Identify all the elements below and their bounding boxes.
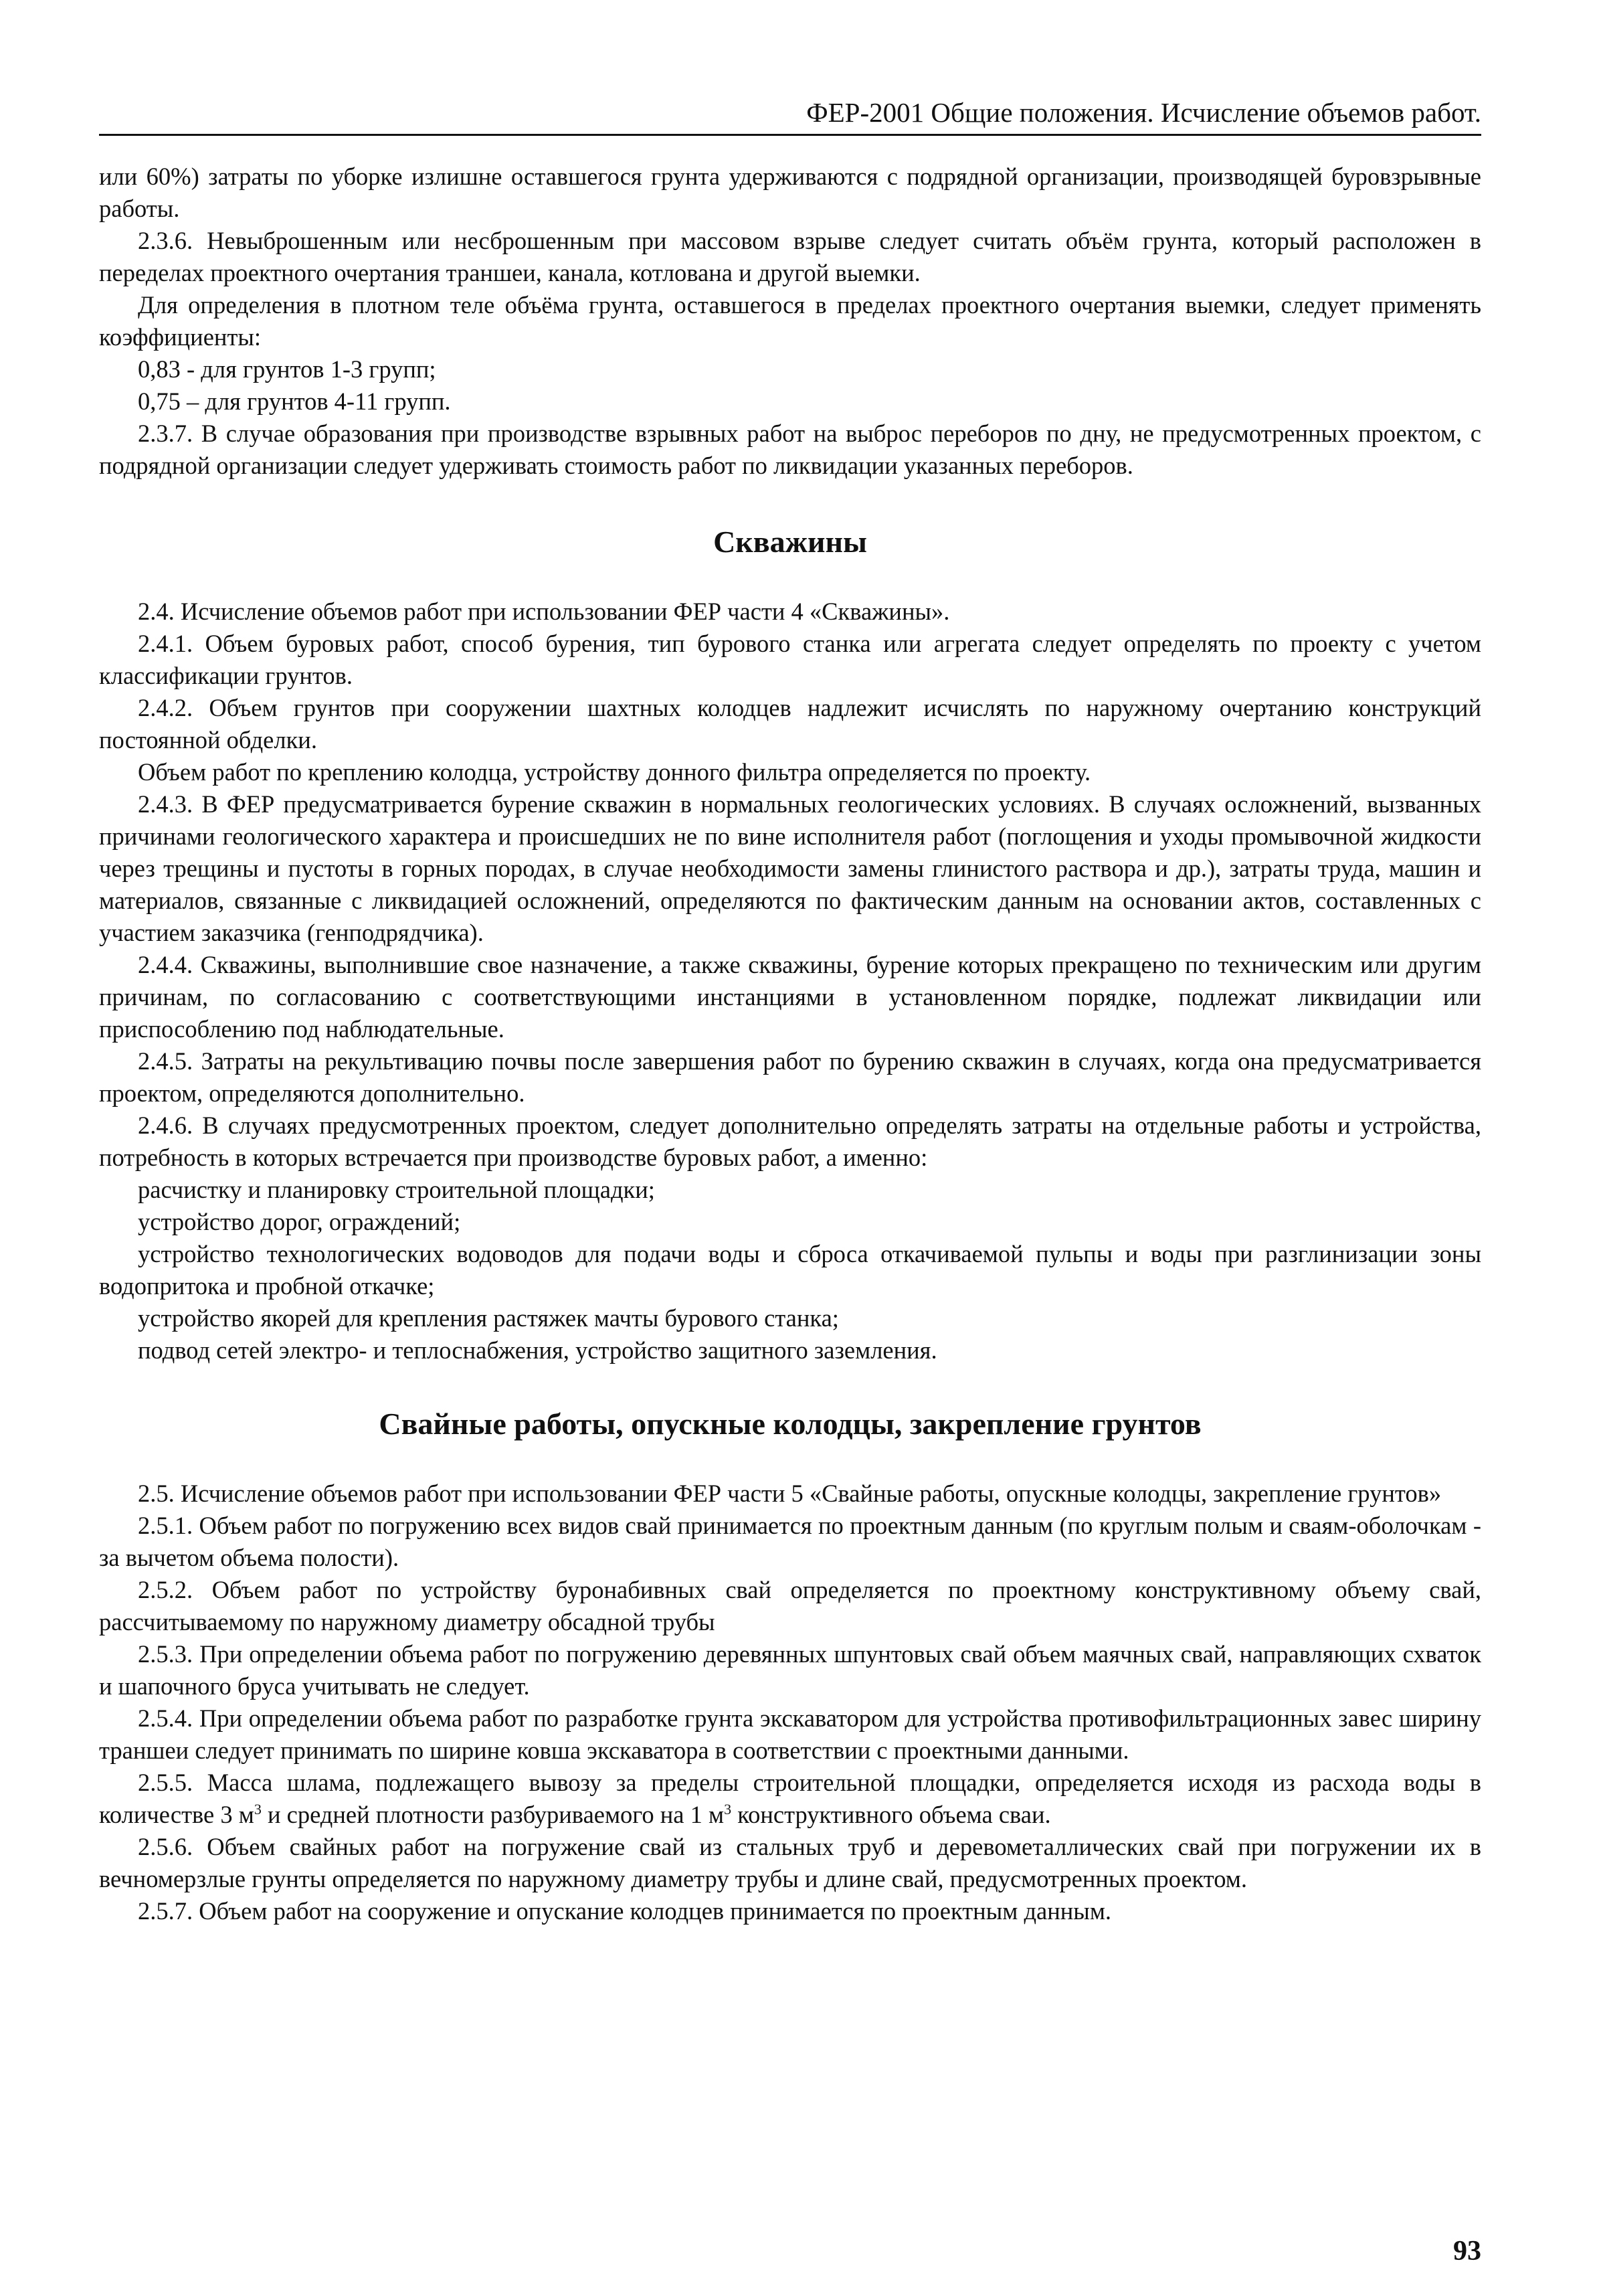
paragraph-2-5-3: 2.5.3. При определении объема работ по погружению деревянных шпунтовых свай объем маячных свай, направляющих схваток и шапочного бруса учитывать не следует.: [99, 1640, 1481, 1700]
paragraph-2-5-4: 2.5.4. При определении объема работ по разработке грунта экскаватором для устройства противофильтрационных завес ширину траншеи следует принимать по ширине ковша экскаватора в соответствии с проектными данными.: [99, 1704, 1481, 1764]
list-item: подвод сетей электро- и теплоснабжения, устройство защитного заземления.: [138, 1336, 937, 1364]
running-header: ФЕР-2001 Общие положения. Исчисление объемов работ.: [99, 94, 1481, 136]
paragraph-2-3-7: 2.3.7. В случае образования при производстве взрывных работ на выброс переборов по дну, не предусмотренных проектом, с подрядной организации следует удерживать стоимость работ по ликвидации указанных переборов.: [99, 420, 1481, 479]
text-fragment: конструктивного объема сваи.: [731, 1801, 1051, 1828]
paragraph-2-5-2: 2.5.2. Объем работ по устройству буронабивных свай определяется по проектному конструктивному объему свай, рассчитываемому по наружному диаметру обсадной трубы: [99, 1576, 1481, 1636]
paragraph: 2.4.5. Затраты на рекультивацию почвы после завершения работ по бурению скважин в случаях, когда она предусматривается проектом, определяются дополнительно.: [99, 1047, 1481, 1107]
list-item: устройство технологических водоводов для подачи воды и сброса откачиваемой пульпы и воды при разглинизации зоны водопритока и пробной откачке;: [99, 1240, 1481, 1300]
paragraph: 2.4.1. Объем буровых работ, способ бурения, тип бурового станка или агрегата следует определять по проекту с учетом классификации грунтов.: [99, 630, 1481, 689]
paragraph-continuation: или 60%) затраты по уборке излишне оставшегося грунта удерживаются с подрядной организации, производящей буровзрывные работы.: [99, 163, 1481, 222]
paragraph-2-3-6: 2.3.6. Невыброшенным или несброшенным при массовом взрыве следует считать объём грунта, который расположен в переделах проектного очертания траншеи, канала, котлована и другой выемки.: [99, 227, 1481, 286]
superscript: 3: [724, 1800, 732, 1818]
list-item: устройство якорей для крепления растяжек мачты бурового станка;: [138, 1304, 839, 1332]
paragraph: 2.4.4. Скважины, выполнившие свое назначение, а также скважины, бурение которых прекращено по техническим или другим причинам, по согласованию с соответствующими инстанциями в установленном порядке, подлежат ликвидации или приспособлению под наблюдательные.: [99, 951, 1481, 1043]
list-item: расчистку и планировку строительной площадки;: [138, 1176, 655, 1203]
paragraph: 2.4.2. Объем грунтов при сооружении шахтных колодцев надлежит исчислять по наружному очертанию конструкций постоянной обделки.: [99, 694, 1481, 754]
section-heading-piles: Свайные работы, опускные колодцы, закрепление грунтов: [379, 1407, 1202, 1441]
superscript: 3: [254, 1800, 262, 1818]
paragraph-2-5: 2.5. Исчисление объемов работ при использовании ФЕР части 5 «Свайные работы, опускные колодцы, закрепление грунтов»: [138, 1480, 1442, 1507]
paragraph: 2.4. Исчисление объемов работ при использовании ФЕР части 4 «Скважины».: [138, 598, 950, 625]
page-body: [99, 161, 1481, 1927]
paragraph-2-5-5: [99, 1767, 1481, 1831]
paragraph: 2.4.3. В ФЕР предусматривается бурение скважин в нормальных геологических условиях. В случаях осложнений, вызванных причинами геологического характера и происшедших не по вине исполнителя работ (поглощения и уходы промывочной жидкости через трещины и пустоты в горных породах, в случае необходимости замены глинистого раствора и др.), затраты труда, машин и материалов, связанные с ликвидацией осложнений, определяются по фактическим данным на основании актов, составленных с участием заказчика (генподрядчика).: [99, 790, 1481, 946]
list-item: устройство дорог, ограждений;: [138, 1208, 461, 1235]
page-number: 93: [1453, 2236, 1481, 2267]
text-fragment: 2.5.5. Масса шлама, подлежащего вывозу за пределы строительной площадки, определяется исходя из расхода воды в количестве 3 м: [99, 1769, 1481, 1828]
paragraph-coefficients-intro: Для определения в плотном теле объёма грунта, оставшегося в пределах проектного очертания выемки, следует применять коэффициенты:: [99, 291, 1481, 351]
paragraph: Объем работ по креплению колодца, устройству донного фильтра определяется по проекту.: [138, 758, 1091, 786]
paragraph: 2.4.6. В случаях предусмотренных проектом, следует дополнительно определять затраты на отдельные работы и устройства, потребность в которых встречается при производстве буровых работ, а именно:: [99, 1112, 1481, 1171]
paragraph-2-5-6: 2.5.6. Объем свайных работ на погружение свай из стальных труб и деревометаллических свай при погружении их в вечномерзлые грунты определяется по наружному диаметру трубы и длине свай, предусмотренных проектом.: [99, 1833, 1481, 1892]
coefficient-item: 0,83 - для грунтов 1-3 групп;: [138, 355, 436, 383]
text-fragment: и средней плотности разбуриваемого на 1 м: [261, 1801, 725, 1828]
paragraph-2-5-1: 2.5.1. Объем работ по погружению всех видов свай принимается по проектным данным (по круглым полым и сваям-оболочкам - за вычетом объема полости).: [99, 1512, 1481, 1571]
coefficient-item: 0,75 – для грунтов 4-11 групп.: [138, 387, 451, 415]
paragraph-2-5-7: 2.5.7. Объем работ на сооружение и опускание колодцев принимается по проектным данным.: [138, 1897, 1112, 1925]
section-heading-wells: Скважины: [713, 525, 867, 559]
